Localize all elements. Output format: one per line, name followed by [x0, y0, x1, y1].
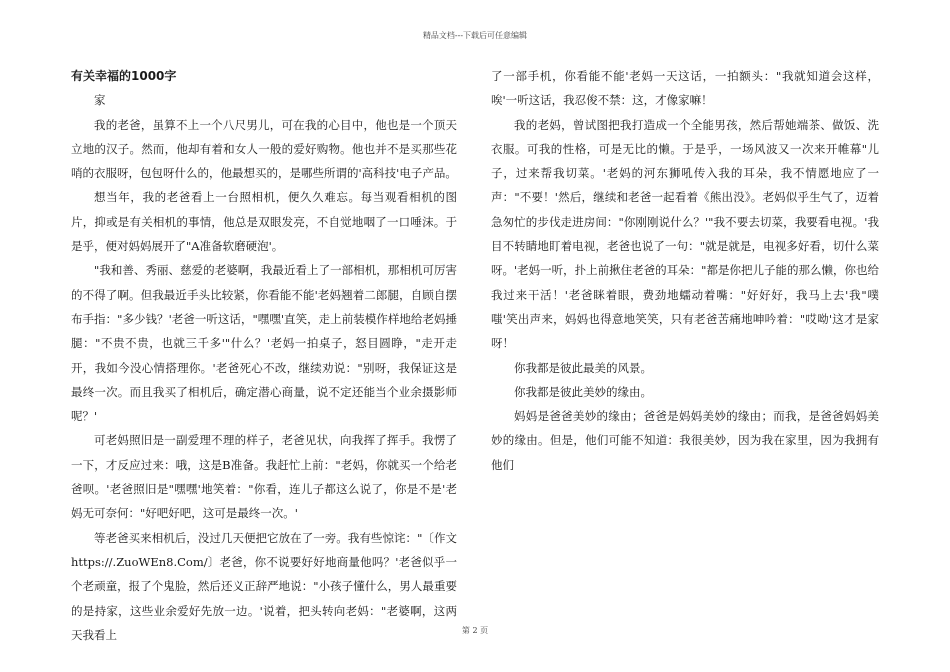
paragraph: 可老妈照旧是一副爱理不理的样子，老爸见状，向我挥了挥手。我愣了一下，才反应过来：哦，这是B准备。我赶忙上前："老妈，你就买一个给老爸呗。'老爸照旧是"嘿嘿'地笑着："你看，连儿子都这么说了，你是不是'老妈无可奈何："好吧好吧，这可是最终一次。' — [71, 433, 457, 521]
paragraph: 等老爸买来相机后，没过几天便把它放在了一旁。我有些惊诧："〔作文https://.ZuoWEn8.Com/〕老爸，你不说要好好地商量他吗？'老爸似乎一个老顽童，报了个鬼脸，然后还义正辞严地说："小孩子懂什么，男人最重要的是持家，这些业余爱好先放一边。'说着，把头转向老妈："老婆啊，这两天我看上 — [71, 530, 457, 642]
paragraph: 你我都是彼此最美的风景。 — [514, 360, 652, 375]
paragraph: 想当年，我的老爸看上一台照相机，便久久难忘。每当观看相机的图片，抑或是有关相机的事情，他总是双眼发亮，不自觉地咽了一口唾沫。于是乎，便对妈妈展开了"A准备软磨硬泡'。 — [71, 190, 457, 254]
page-number: 第 2 页 — [461, 626, 489, 635]
paragraph: 我的老妈，曾试图把我打造成一个全能男孩，然后帮她端茶、做饭、洗衣服。可我的性格，可是无比的懒。于是乎，一场风波又一次来开帷幕"儿子，过来帮我切菜。'老妈的河东狮吼传入我的耳朵，我不情愿地应了一声："不要！'然后，继续和老爸一起看着《熊出没》。老妈似乎生气了，迈着急匆忙的步伐走进房间："你刚刚说什么？'"我不要去切菜，我要看电视。'我目不转睛地盯着电视，老爸也说了一句："就是就是，电视多好看，切什么菜呀。'老妈一听，扑上前揪住老爸的耳朵："都是你把儿子能的那么懒，你也给我过来干活！'老爸眯着眼，费劲地蠕动着嘴："好好好，我马上去'我"噗嗤'笑出声来，妈妈也得意地笑笑，只有老爸苦痛地呻吟着："哎呦'这才是家呀！ — [491, 117, 879, 351]
paragraph: 我的老爸，虽算不上一个八尺男儿，可在我的心目中，他也是一个顶天立地的汉子。然而，他却有着和女人一般的爱好购物。他也并不是买那些花哨的衣服呀，包包呀什么的，他最想买的，是哪些所谓的'高科技'电子产品。 — [71, 117, 457, 181]
paragraph: 了一部手机，你看能不能'老妈一天这话，一拍额头："我就知道会这样，唉'一听这话，我忍俊不禁：这，才像家嘛！ — [491, 69, 879, 108]
article-title: 有关幸福的1000字 — [71, 69, 177, 83]
paragraph: "我和善、秀丽、慈爱的老婆啊，我最近看上了一部相机，那相机可厉害的不得了啊。但我最近手头比较紧，你看能不能'老妈翘着二郎腿，自顾自摆布手指："多少钱？'老爸一听这话，"嘿嘿'直笑，走上前装模作样地给老妈捶腿："不贵不贵，也就三千多'"什么？'老妈一拍桌子，怒目圆睁，"走开走开，我如今没心情搭理你。'老爸死心不改，继续劝说："别呀，我保证这是最终一次。而且我买了相机后，确定潜心商量，说不定还能当个业余摄影师呢？' — [71, 263, 457, 424]
paragraph: 你我都是彼此美妙的缘由。 — [514, 384, 652, 399]
page-header: 精品文档---下载后可任意编辑 — [422, 31, 528, 40]
left-column — [71, 64, 457, 647]
paragraph: 家 — [94, 93, 106, 108]
paragraph: 妈妈是爸爸美妙的缘由；爸爸是妈妈美妙的缘由；而我，是爸爸妈妈美妙的缘由。但是，他们可能不知道：我很美妙，因为我在家里，因为我拥有他们 — [491, 409, 879, 472]
right-column — [491, 64, 879, 477]
